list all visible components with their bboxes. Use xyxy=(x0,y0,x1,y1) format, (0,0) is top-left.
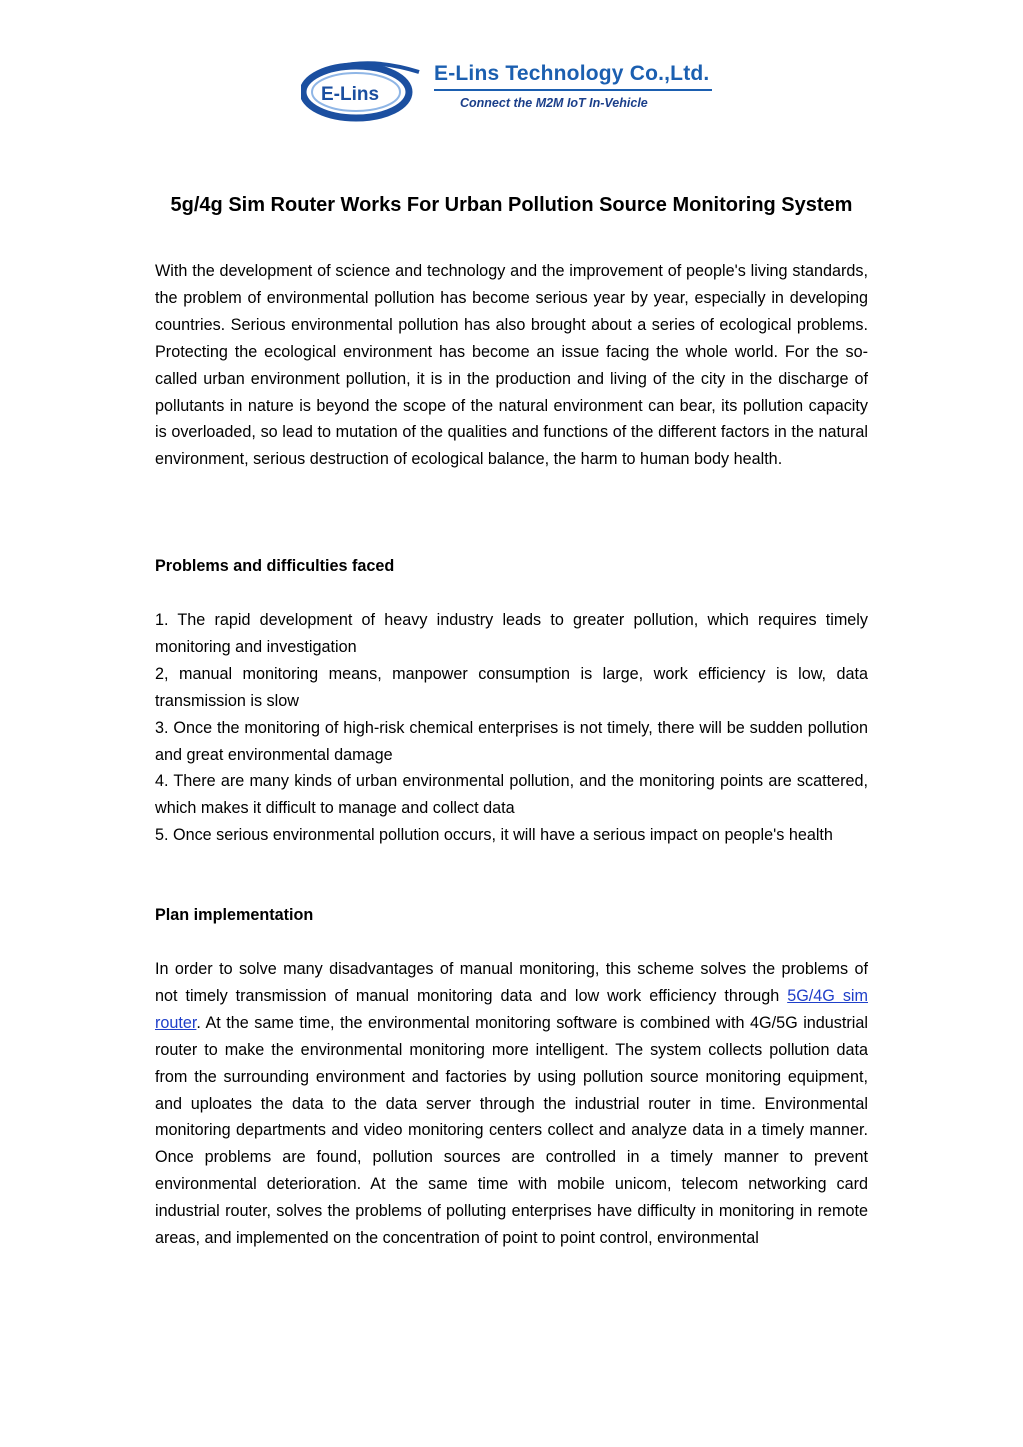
router-product-link[interactable]: 5G/4G sim router xyxy=(155,986,868,1032)
list-item: 4. There are many kinds of urban environmental pollution, and the monitoring points are scattered, which makes it difficult to manage and collect data xyxy=(155,772,868,818)
logo-company-name: E-Lins Technology Co.,Ltd. xyxy=(434,62,710,85)
problems-list xyxy=(155,607,868,849)
list-item: 2, manual monitoring means, manpower consumption is large, work efficiency is low, data transmission is slow xyxy=(155,664,868,710)
logo-slogan: Connect the M2M IoT In-Vehicle xyxy=(460,96,648,110)
plan-text-before: In order to solve many disadvantages of manual monitoring, this scheme solves the problems of not timely transmission of manual monitoring data and low work efficiency through xyxy=(155,960,868,1005)
logo-divider xyxy=(434,89,712,91)
list-item: 5. Once serious environmental pollution occurs, it will have a serious impact on people's health xyxy=(155,826,833,845)
list-item: 3. Once the monitoring of high-risk chemical enterprises is not timely, there will be sudden pollution and great environmental damage xyxy=(155,718,868,764)
plan-paragraph xyxy=(155,956,868,1252)
document-title: 5g/4g Sim Router Works For Urban Pollution Source Monitoring System xyxy=(170,194,853,216)
e-lins-logo-icon xyxy=(301,58,435,122)
logo-mark-text: E-Lins xyxy=(321,84,380,105)
company-logo xyxy=(301,58,721,122)
plan-text-after: . At the same time, the environmental monitoring software is combined with 4G/5G industrial router to make the environmental monitoring more intelligent. The system collects pollution data from the surrounding environment and factories by using pollution source monitoring equipment, and uploates the data to the data server through the industrial router in time. Environmental monitoring departments and video monitoring centers collect and analyze data in a timely manner. Once problems are found, pollution sources are controlled in a timely manner to prevent environmental deterioration. At the same time with mobile unicom, telecom networking card industrial router, solves the problems of polluting enterprises have difficulty in monitoring in remote areas, and implemented on the concentration of point to point control, environmental xyxy=(155,1013,868,1248)
intro-paragraph: With the development of science and technology and the improvement of people's living standards, the problem of environmental pollution has become serious year by year, especially in developing countries. Serious environmental pollution has also brought about a series of ecological problems. Protecting the ecological environment has become an issue facing the whole world. For the so-called urban environment pollution, it is in the production and living of the city in the discharge of pollutants in nature is beyond the scope of the natural environment can bear, its pollution capacity is overloaded, so lead to mutation of the qualities and functions of the different factors in the natural environment, serious destruction of ecological balance, the harm to human body health. xyxy=(155,262,868,469)
section-heading-problems: Problems and difficulties faced xyxy=(155,557,395,575)
section-heading-plan: Plan implementation xyxy=(155,906,314,924)
list-item: 1. The rapid development of heavy industry leads to greater pollution, which requires timely monitoring and investigation xyxy=(155,611,868,656)
